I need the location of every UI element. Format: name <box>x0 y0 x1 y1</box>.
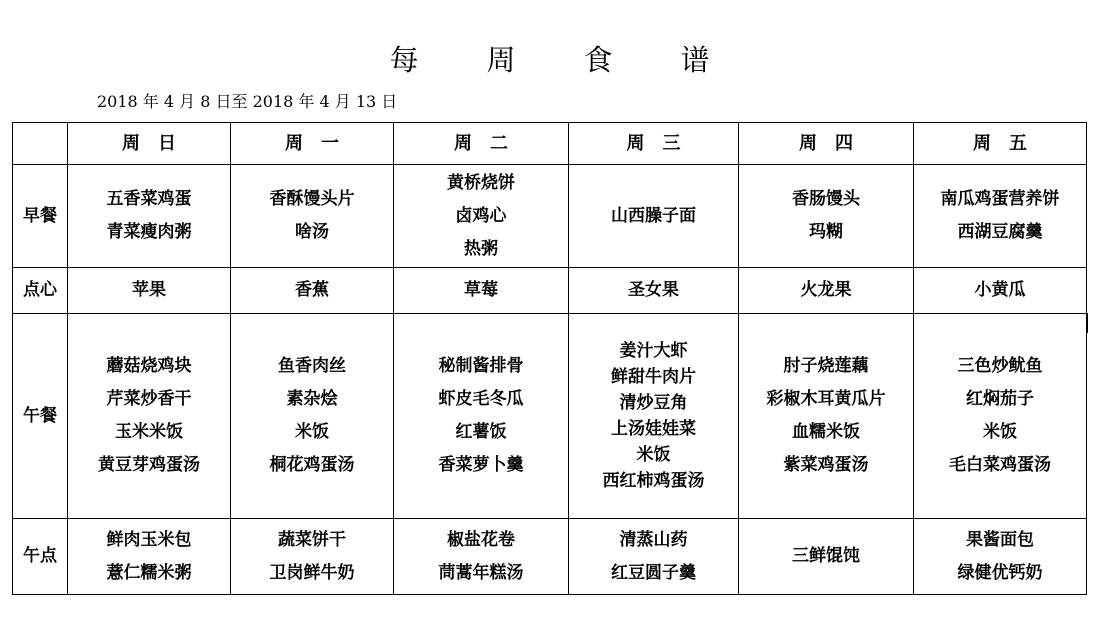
menu-cell <box>914 519 1087 595</box>
title-char: 周 <box>486 43 516 77</box>
day-header: 周 二 <box>394 123 569 165</box>
header-row <box>13 123 1087 165</box>
dish-item: 上汤娃娃菜 <box>611 419 696 439</box>
title-char: 每 <box>389 43 419 77</box>
dish-item: 米饭 <box>983 422 1017 442</box>
day-header: 周 五 <box>914 123 1087 165</box>
dish-item: 红薯饭 <box>455 422 507 442</box>
menu-cell <box>569 314 739 519</box>
menu-cell <box>68 268 231 314</box>
dish-item: 西湖豆腐羹 <box>957 222 1043 242</box>
dish-item: 玉米米饭 <box>115 422 183 442</box>
menu-cell <box>569 519 739 595</box>
menu-cell <box>394 268 569 314</box>
dish-item: 香菜萝卜羹 <box>438 455 524 475</box>
dish-item: 果酱面包 <box>966 529 1034 550</box>
day-header: 周 三 <box>569 123 739 165</box>
page-title <box>0 38 1099 79</box>
dish-item: 热粥 <box>464 238 498 259</box>
dish-item: 卫岗鲜牛奶 <box>269 562 355 583</box>
menu-cell <box>739 165 914 268</box>
weekly-menu-table <box>12 122 1087 595</box>
menu-cell <box>739 314 914 519</box>
dish-item: 卤鸡心 <box>455 205 507 226</box>
dish-item: 茼蒿年糕汤 <box>438 562 524 583</box>
dish-item: 绿健优钙奶 <box>957 562 1043 583</box>
menu-cell <box>914 165 1087 268</box>
meal-row <box>13 314 1087 519</box>
dish-item: 香肠馒头 <box>792 189 860 209</box>
dish-item: 米饭 <box>636 445 671 465</box>
dish-item: 草莓 <box>464 280 498 300</box>
menu-cell <box>914 314 1087 519</box>
dish-item: 黄豆芽鸡蛋汤 <box>98 455 200 475</box>
menu-cell <box>231 268 394 314</box>
dish-item: 黄桥烧饼 <box>447 172 515 193</box>
dish-item: 圣女果 <box>628 280 679 300</box>
dish-item: 椒盐花卷 <box>447 529 515 550</box>
menu-cell <box>68 519 231 595</box>
dish-item: 彩椒木耳黄瓜片 <box>766 389 886 409</box>
meal-row <box>13 165 1087 268</box>
dish-item: 鱼香肉丝 <box>278 356 346 376</box>
dish-item: 鲜甜牛肉片 <box>611 367 696 387</box>
dish-item: 山西臊子面 <box>611 205 696 226</box>
title-char: 食 <box>583 43 613 77</box>
meal-label: 点心 <box>13 268 68 314</box>
day-header: 周 日 <box>68 123 231 165</box>
meal-label: 早餐 <box>13 165 68 268</box>
meal-label: 午点 <box>13 519 68 595</box>
dish-item: 虾皮毛冬瓜 <box>438 389 524 409</box>
menu-cell <box>231 165 394 268</box>
dish-item: 血糯米饭 <box>792 422 860 442</box>
dish-item: 玛糊 <box>809 222 843 242</box>
day-header: 周 一 <box>231 123 394 165</box>
menu-cell <box>68 165 231 268</box>
menu-cell <box>739 268 914 314</box>
dish-item: 红豆圆子羹 <box>611 562 696 583</box>
title-char: 谱 <box>680 43 710 77</box>
dish-item: 三色炒鱿鱼 <box>957 356 1043 376</box>
dish-item: 秘制酱排骨 <box>438 356 524 376</box>
dish-item: 啥汤 <box>295 222 329 242</box>
dish-item: 紫菜鸡蛋汤 <box>783 455 869 475</box>
date-range: 2018 年 4 月 8 日至 2018 年 4 月 13 日 <box>97 92 398 111</box>
dish-item: 鲜肉玉米包 <box>106 529 192 550</box>
menu-cell <box>394 314 569 519</box>
menu-cell <box>739 519 914 595</box>
day-header: 周 四 <box>739 123 914 165</box>
dish-item: 火龙果 <box>800 280 852 300</box>
dish-item: 西红柿鸡蛋汤 <box>602 471 705 491</box>
dish-item: 五香菜鸡蛋 <box>106 189 192 209</box>
dish-item: 芹菜炒香干 <box>106 389 192 409</box>
dish-item: 清炒豆角 <box>619 393 688 413</box>
corner-cell <box>13 123 68 165</box>
menu-cell <box>394 519 569 595</box>
dish-item: 清蒸山药 <box>619 529 688 550</box>
dish-item: 香酥馒头片 <box>269 189 355 209</box>
dish-item: 米饭 <box>295 422 329 442</box>
text-cursor <box>1086 313 1088 333</box>
menu-cell <box>569 268 739 314</box>
dish-item: 毛白菜鸡蛋汤 <box>949 455 1051 475</box>
dish-item: 苹果 <box>132 280 166 300</box>
dish-item: 三鲜馄饨 <box>792 546 860 566</box>
dish-item: 素杂烩 <box>286 389 338 409</box>
menu-cell <box>68 314 231 519</box>
meal-label: 午餐 <box>13 314 68 519</box>
dish-item: 香蕉 <box>295 280 329 300</box>
dish-item: 姜汁大虾 <box>619 341 688 361</box>
dish-item: 蔬菜饼干 <box>278 529 346 550</box>
menu-cell <box>914 268 1087 314</box>
dish-item: 肘子烧莲藕 <box>783 356 869 376</box>
dish-item: 红焖茄子 <box>966 389 1034 409</box>
menu-cell <box>231 519 394 595</box>
meal-row <box>13 268 1087 314</box>
menu-cell <box>231 314 394 519</box>
menu-cell <box>569 165 739 268</box>
dish-item: 青菜瘦肉粥 <box>106 222 192 242</box>
dish-item: 桐花鸡蛋汤 <box>269 455 355 475</box>
dish-item: 蘑菇烧鸡块 <box>106 356 192 376</box>
menu-cell <box>394 165 569 268</box>
dish-item: 薏仁糯米粥 <box>106 562 192 583</box>
dish-item: 南瓜鸡蛋营养饼 <box>940 189 1060 209</box>
dish-item: 小黄瓜 <box>974 280 1026 300</box>
meal-row <box>13 519 1087 595</box>
